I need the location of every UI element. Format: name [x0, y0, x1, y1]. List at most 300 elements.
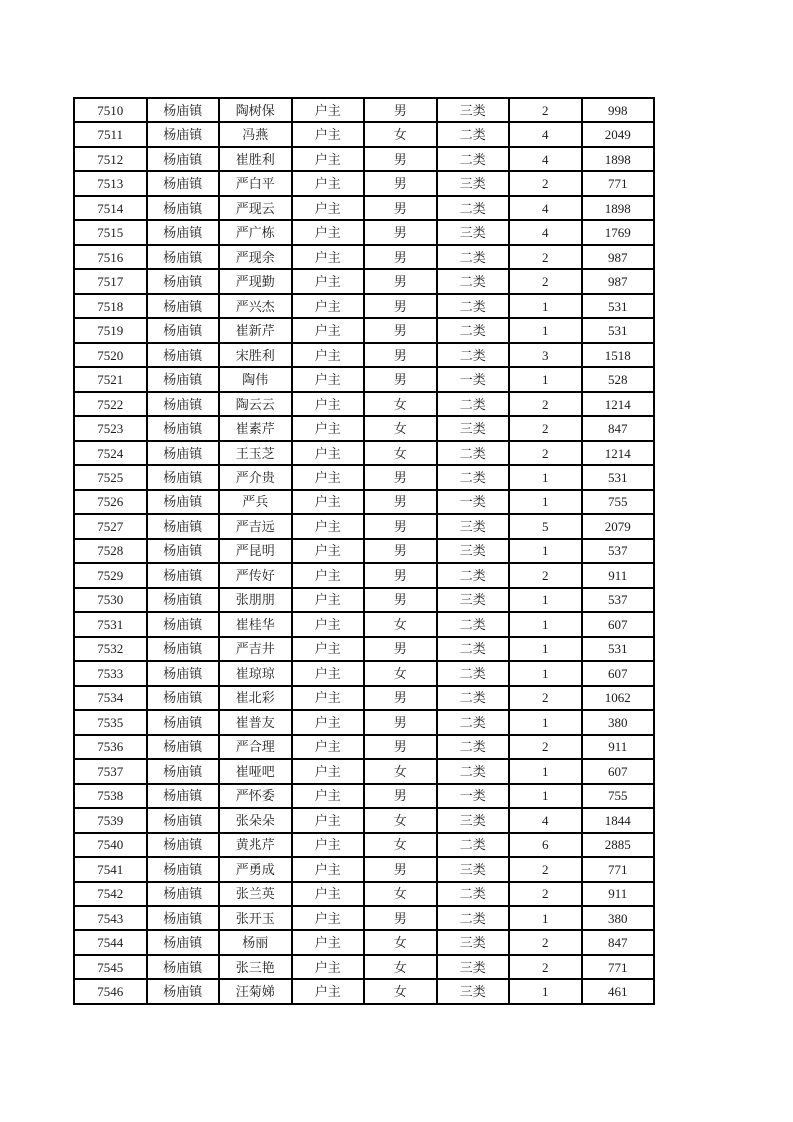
cell-relation_to_head: 户主: [292, 857, 365, 881]
cell-serial_number: 7532: [74, 637, 147, 661]
cell-serial_number: 7540: [74, 833, 147, 857]
cell-relation_to_head: 户主: [292, 490, 365, 514]
cell-relation_to_head: 户主: [292, 808, 365, 832]
cell-serial_number: 7517: [74, 269, 147, 293]
cell-name: 张三艳: [219, 955, 292, 979]
cell-category: 二类: [437, 563, 510, 587]
cell-name: 崔新芹: [219, 318, 292, 342]
cell-serial_number: 7514: [74, 196, 147, 220]
table-row: [74, 906, 654, 930]
cell-relation_to_head: 户主: [292, 196, 365, 220]
cell-serial_number: 7539: [74, 808, 147, 832]
table-row: [74, 465, 654, 489]
cell-category: 二类: [437, 392, 510, 416]
cell-category: 三类: [437, 220, 510, 244]
cell-serial_number: 7528: [74, 539, 147, 563]
cell-household_count: 1: [509, 294, 582, 318]
cell-household_count: 2: [509, 98, 582, 122]
cell-serial_number: 7544: [74, 930, 147, 954]
cell-relation_to_head: 户主: [292, 955, 365, 979]
table-row: [74, 490, 654, 514]
cell-town: 杨庙镇: [147, 979, 220, 1004]
cell-category: 二类: [437, 441, 510, 465]
cell-name: 严合理: [219, 735, 292, 759]
table-row: [74, 563, 654, 587]
cell-serial_number: 7537: [74, 759, 147, 783]
cell-household_count: 1: [509, 588, 582, 612]
cell-name: 严兴杰: [219, 294, 292, 318]
cell-amount: 911: [582, 735, 655, 759]
cell-serial_number: 7534: [74, 686, 147, 710]
cell-household_count: 2: [509, 416, 582, 440]
cell-relation_to_head: 户主: [292, 294, 365, 318]
cell-town: 杨庙镇: [147, 514, 220, 538]
cell-serial_number: 7510: [74, 98, 147, 122]
cell-category: 二类: [437, 833, 510, 857]
cell-gender: 男: [364, 710, 437, 734]
cell-name: 王玉芝: [219, 441, 292, 465]
table-row: [74, 147, 654, 171]
cell-amount: 911: [582, 882, 655, 906]
cell-relation_to_head: 户主: [292, 784, 365, 808]
cell-category: 三类: [437, 514, 510, 538]
cell-category: 三类: [437, 171, 510, 195]
cell-relation_to_head: 户主: [292, 392, 365, 416]
cell-household_count: 2: [509, 882, 582, 906]
cell-gender: 男: [364, 220, 437, 244]
cell-serial_number: 7515: [74, 220, 147, 244]
cell-category: 二类: [437, 318, 510, 342]
cell-household_count: 2: [509, 955, 582, 979]
cell-town: 杨庙镇: [147, 588, 220, 612]
cell-name: 严昆明: [219, 539, 292, 563]
table-row: [74, 318, 654, 342]
cell-name: 崔普友: [219, 710, 292, 734]
cell-town: 杨庙镇: [147, 563, 220, 587]
cell-gender: 女: [364, 955, 437, 979]
cell-name: 崔北彩: [219, 686, 292, 710]
cell-amount: 771: [582, 857, 655, 881]
table-row: [74, 686, 654, 710]
cell-gender: 女: [364, 882, 437, 906]
cell-amount: 771: [582, 955, 655, 979]
cell-serial_number: 7541: [74, 857, 147, 881]
cell-category: 二类: [437, 245, 510, 269]
cell-amount: 755: [582, 490, 655, 514]
cell-town: 杨庙镇: [147, 147, 220, 171]
cell-serial_number: 7530: [74, 588, 147, 612]
cell-name: 崔哑吧: [219, 759, 292, 783]
cell-name: 严传好: [219, 563, 292, 587]
cell-gender: 女: [364, 661, 437, 685]
cell-amount: 1062: [582, 686, 655, 710]
cell-relation_to_head: 户主: [292, 833, 365, 857]
cell-name: 黄兆芹: [219, 833, 292, 857]
cell-serial_number: 7542: [74, 882, 147, 906]
cell-gender: 女: [364, 392, 437, 416]
cell-gender: 女: [364, 808, 437, 832]
cell-gender: 男: [364, 735, 437, 759]
cell-name: 严兵: [219, 490, 292, 514]
table-row: [74, 392, 654, 416]
cell-relation_to_head: 户主: [292, 906, 365, 930]
cell-town: 杨庙镇: [147, 759, 220, 783]
cell-town: 杨庙镇: [147, 882, 220, 906]
cell-household_count: 4: [509, 220, 582, 244]
cell-relation_to_head: 户主: [292, 245, 365, 269]
cell-serial_number: 7531: [74, 612, 147, 636]
cell-amount: 461: [582, 979, 655, 1004]
cell-serial_number: 7538: [74, 784, 147, 808]
cell-amount: 537: [582, 539, 655, 563]
cell-category: 二类: [437, 465, 510, 489]
cell-household_count: 6: [509, 833, 582, 857]
cell-serial_number: 7535: [74, 710, 147, 734]
cell-amount: 531: [582, 294, 655, 318]
cell-serial_number: 7511: [74, 122, 147, 146]
table-row: [74, 171, 654, 195]
cell-name: 严怀委: [219, 784, 292, 808]
cell-relation_to_head: 户主: [292, 759, 365, 783]
cell-gender: 女: [364, 979, 437, 1004]
cell-town: 杨庙镇: [147, 784, 220, 808]
cell-relation_to_head: 户主: [292, 661, 365, 685]
cell-household_count: 1: [509, 539, 582, 563]
cell-name: 严勇成: [219, 857, 292, 881]
household-table-body: [74, 98, 654, 1004]
cell-town: 杨庙镇: [147, 735, 220, 759]
cell-amount: 987: [582, 245, 655, 269]
cell-relation_to_head: 户主: [292, 269, 365, 293]
table-row: [74, 588, 654, 612]
cell-serial_number: 7520: [74, 343, 147, 367]
cell-relation_to_head: 户主: [292, 735, 365, 759]
cell-serial_number: 7545: [74, 955, 147, 979]
cell-amount: 2885: [582, 833, 655, 857]
cell-category: 二类: [437, 196, 510, 220]
cell-category: 一类: [437, 367, 510, 391]
cell-category: 三类: [437, 808, 510, 832]
cell-relation_to_head: 户主: [292, 514, 365, 538]
cell-serial_number: 7522: [74, 392, 147, 416]
table-row: [74, 955, 654, 979]
cell-relation_to_head: 户主: [292, 539, 365, 563]
cell-category: 二类: [437, 637, 510, 661]
cell-gender: 男: [364, 465, 437, 489]
cell-amount: 1769: [582, 220, 655, 244]
cell-relation_to_head: 户主: [292, 416, 365, 440]
cell-category: 二类: [437, 661, 510, 685]
cell-town: 杨庙镇: [147, 318, 220, 342]
cell-amount: 537: [582, 588, 655, 612]
cell-town: 杨庙镇: [147, 490, 220, 514]
cell-town: 杨庙镇: [147, 612, 220, 636]
cell-serial_number: 7536: [74, 735, 147, 759]
table-row: [74, 857, 654, 881]
cell-serial_number: 7512: [74, 147, 147, 171]
table-row: [74, 930, 654, 954]
cell-serial_number: 7543: [74, 906, 147, 930]
cell-name: 严白平: [219, 171, 292, 195]
cell-category: 三类: [437, 416, 510, 440]
cell-household_count: 1: [509, 367, 582, 391]
table-row: [74, 784, 654, 808]
cell-town: 杨庙镇: [147, 710, 220, 734]
cell-town: 杨庙镇: [147, 930, 220, 954]
table-row: [74, 637, 654, 661]
cell-category: 三类: [437, 857, 510, 881]
cell-relation_to_head: 户主: [292, 882, 365, 906]
cell-relation_to_head: 户主: [292, 563, 365, 587]
household-table: [73, 97, 655, 1005]
cell-category: 二类: [437, 294, 510, 318]
cell-household_count: 1: [509, 612, 582, 636]
cell-household_count: 2: [509, 171, 582, 195]
cell-name: 杨丽: [219, 930, 292, 954]
cell-town: 杨庙镇: [147, 171, 220, 195]
cell-amount: 911: [582, 563, 655, 587]
cell-relation_to_head: 户主: [292, 930, 365, 954]
cell-serial_number: 7529: [74, 563, 147, 587]
table-row: [74, 979, 654, 1004]
cell-name: 张兰英: [219, 882, 292, 906]
cell-name: 张开玉: [219, 906, 292, 930]
cell-household_count: 1: [509, 637, 582, 661]
cell-serial_number: 7513: [74, 171, 147, 195]
cell-category: 二类: [437, 906, 510, 930]
cell-name: 崔桂华: [219, 612, 292, 636]
table-row: [74, 661, 654, 685]
cell-amount: 607: [582, 612, 655, 636]
cell-town: 杨庙镇: [147, 539, 220, 563]
cell-category: 三类: [437, 930, 510, 954]
cell-town: 杨庙镇: [147, 367, 220, 391]
cell-serial_number: 7519: [74, 318, 147, 342]
cell-name: 严现云: [219, 196, 292, 220]
cell-serial_number: 7523: [74, 416, 147, 440]
cell-category: 三类: [437, 979, 510, 1004]
table-row: [74, 759, 654, 783]
cell-gender: 女: [364, 759, 437, 783]
cell-name: 严吉远: [219, 514, 292, 538]
cell-household_count: 2: [509, 269, 582, 293]
cell-category: 二类: [437, 343, 510, 367]
cell-gender: 男: [364, 686, 437, 710]
cell-household_count: 1: [509, 710, 582, 734]
cell-category: 二类: [437, 269, 510, 293]
cell-town: 杨庙镇: [147, 392, 220, 416]
cell-name: 汪菊娣: [219, 979, 292, 1004]
cell-name: 张朋朋: [219, 588, 292, 612]
cell-serial_number: 7533: [74, 661, 147, 685]
cell-town: 杨庙镇: [147, 245, 220, 269]
cell-household_count: 2: [509, 245, 582, 269]
cell-household_count: 2: [509, 441, 582, 465]
cell-household_count: 1: [509, 979, 582, 1004]
cell-gender: 男: [364, 906, 437, 930]
cell-serial_number: 7516: [74, 245, 147, 269]
cell-relation_to_head: 户主: [292, 147, 365, 171]
table-row: [74, 245, 654, 269]
cell-household_count: 1: [509, 784, 582, 808]
cell-relation_to_head: 户主: [292, 367, 365, 391]
cell-household_count: 2: [509, 392, 582, 416]
cell-gender: 女: [364, 416, 437, 440]
table-row: [74, 710, 654, 734]
table-row: [74, 196, 654, 220]
cell-gender: 男: [364, 563, 437, 587]
table-row: [74, 735, 654, 759]
cell-town: 杨庙镇: [147, 343, 220, 367]
cell-amount: 2079: [582, 514, 655, 538]
cell-name: 严广栋: [219, 220, 292, 244]
cell-amount: 531: [582, 465, 655, 489]
cell-town: 杨庙镇: [147, 416, 220, 440]
cell-relation_to_head: 户主: [292, 98, 365, 122]
cell-town: 杨庙镇: [147, 465, 220, 489]
cell-gender: 男: [364, 171, 437, 195]
table-row: [74, 514, 654, 538]
cell-category: 三类: [437, 98, 510, 122]
cell-serial_number: 7521: [74, 367, 147, 391]
cell-gender: 女: [364, 612, 437, 636]
cell-category: 一类: [437, 784, 510, 808]
cell-town: 杨庙镇: [147, 220, 220, 244]
cell-town: 杨庙镇: [147, 637, 220, 661]
cell-gender: 男: [364, 514, 437, 538]
cell-relation_to_head: 户主: [292, 686, 365, 710]
cell-name: 崔胜利: [219, 147, 292, 171]
cell-amount: 1898: [582, 196, 655, 220]
cell-relation_to_head: 户主: [292, 465, 365, 489]
cell-gender: 男: [364, 637, 437, 661]
cell-gender: 女: [364, 930, 437, 954]
cell-household_count: 1: [509, 759, 582, 783]
table-row: [74, 269, 654, 293]
cell-gender: 女: [364, 441, 437, 465]
cell-relation_to_head: 户主: [292, 588, 365, 612]
cell-household_count: 3: [509, 343, 582, 367]
cell-serial_number: 7518: [74, 294, 147, 318]
cell-town: 杨庙镇: [147, 196, 220, 220]
cell-town: 杨庙镇: [147, 294, 220, 318]
table-row: [74, 882, 654, 906]
cell-category: 三类: [437, 955, 510, 979]
cell-amount: 1214: [582, 441, 655, 465]
cell-gender: 男: [364, 784, 437, 808]
cell-town: 杨庙镇: [147, 808, 220, 832]
cell-relation_to_head: 户主: [292, 343, 365, 367]
cell-name: 严介贵: [219, 465, 292, 489]
cell-category: 二类: [437, 882, 510, 906]
cell-serial_number: 7525: [74, 465, 147, 489]
cell-serial_number: 7527: [74, 514, 147, 538]
cell-gender: 男: [364, 343, 437, 367]
cell-amount: 607: [582, 759, 655, 783]
cell-gender: 男: [364, 367, 437, 391]
cell-town: 杨庙镇: [147, 906, 220, 930]
cell-household_count: 4: [509, 147, 582, 171]
cell-household_count: 2: [509, 686, 582, 710]
cell-town: 杨庙镇: [147, 269, 220, 293]
cell-gender: 女: [364, 833, 437, 857]
cell-household_count: 2: [509, 735, 582, 759]
cell-amount: 847: [582, 416, 655, 440]
cell-relation_to_head: 户主: [292, 220, 365, 244]
cell-amount: 2049: [582, 122, 655, 146]
cell-serial_number: 7526: [74, 490, 147, 514]
cell-name: 张朵朵: [219, 808, 292, 832]
cell-category: 二类: [437, 147, 510, 171]
cell-relation_to_head: 户主: [292, 979, 365, 1004]
cell-name: 冯燕: [219, 122, 292, 146]
cell-gender: 男: [364, 147, 437, 171]
cell-amount: 987: [582, 269, 655, 293]
table-row: [74, 808, 654, 832]
cell-category: 二类: [437, 759, 510, 783]
table-row: [74, 416, 654, 440]
cell-name: 崔素芹: [219, 416, 292, 440]
cell-town: 杨庙镇: [147, 122, 220, 146]
cell-amount: 531: [582, 637, 655, 661]
cell-household_count: 2: [509, 563, 582, 587]
cell-gender: 男: [364, 245, 437, 269]
cell-gender: 男: [364, 269, 437, 293]
cell-amount: 607: [582, 661, 655, 685]
cell-amount: 998: [582, 98, 655, 122]
cell-amount: 1844: [582, 808, 655, 832]
cell-name: 陶伟: [219, 367, 292, 391]
cell-name: 严吉井: [219, 637, 292, 661]
cell-category: 二类: [437, 710, 510, 734]
cell-name: 陶树保: [219, 98, 292, 122]
cell-household_count: 1: [509, 661, 582, 685]
cell-town: 杨庙镇: [147, 661, 220, 685]
cell-town: 杨庙镇: [147, 857, 220, 881]
cell-name: 陶云云: [219, 392, 292, 416]
cell-household_count: 4: [509, 808, 582, 832]
table-row: [74, 98, 654, 122]
cell-name: 宋胜利: [219, 343, 292, 367]
cell-town: 杨庙镇: [147, 955, 220, 979]
cell-town: 杨庙镇: [147, 686, 220, 710]
cell-town: 杨庙镇: [147, 441, 220, 465]
cell-amount: 531: [582, 318, 655, 342]
cell-household_count: 1: [509, 490, 582, 514]
cell-relation_to_head: 户主: [292, 318, 365, 342]
table-row: [74, 441, 654, 465]
cell-gender: 男: [364, 490, 437, 514]
cell-name: 严现余: [219, 245, 292, 269]
cell-category: 二类: [437, 612, 510, 636]
table-row: [74, 539, 654, 563]
table-row: [74, 833, 654, 857]
cell-category: 二类: [437, 735, 510, 759]
table-row: [74, 220, 654, 244]
table-row: [74, 294, 654, 318]
cell-household_count: 4: [509, 196, 582, 220]
cell-gender: 女: [364, 122, 437, 146]
cell-category: 二类: [437, 122, 510, 146]
cell-town: 杨庙镇: [147, 833, 220, 857]
cell-relation_to_head: 户主: [292, 122, 365, 146]
cell-category: 二类: [437, 686, 510, 710]
cell-relation_to_head: 户主: [292, 171, 365, 195]
cell-relation_to_head: 户主: [292, 637, 365, 661]
table-row: [74, 612, 654, 636]
cell-gender: 男: [364, 196, 437, 220]
cell-serial_number: 7524: [74, 441, 147, 465]
